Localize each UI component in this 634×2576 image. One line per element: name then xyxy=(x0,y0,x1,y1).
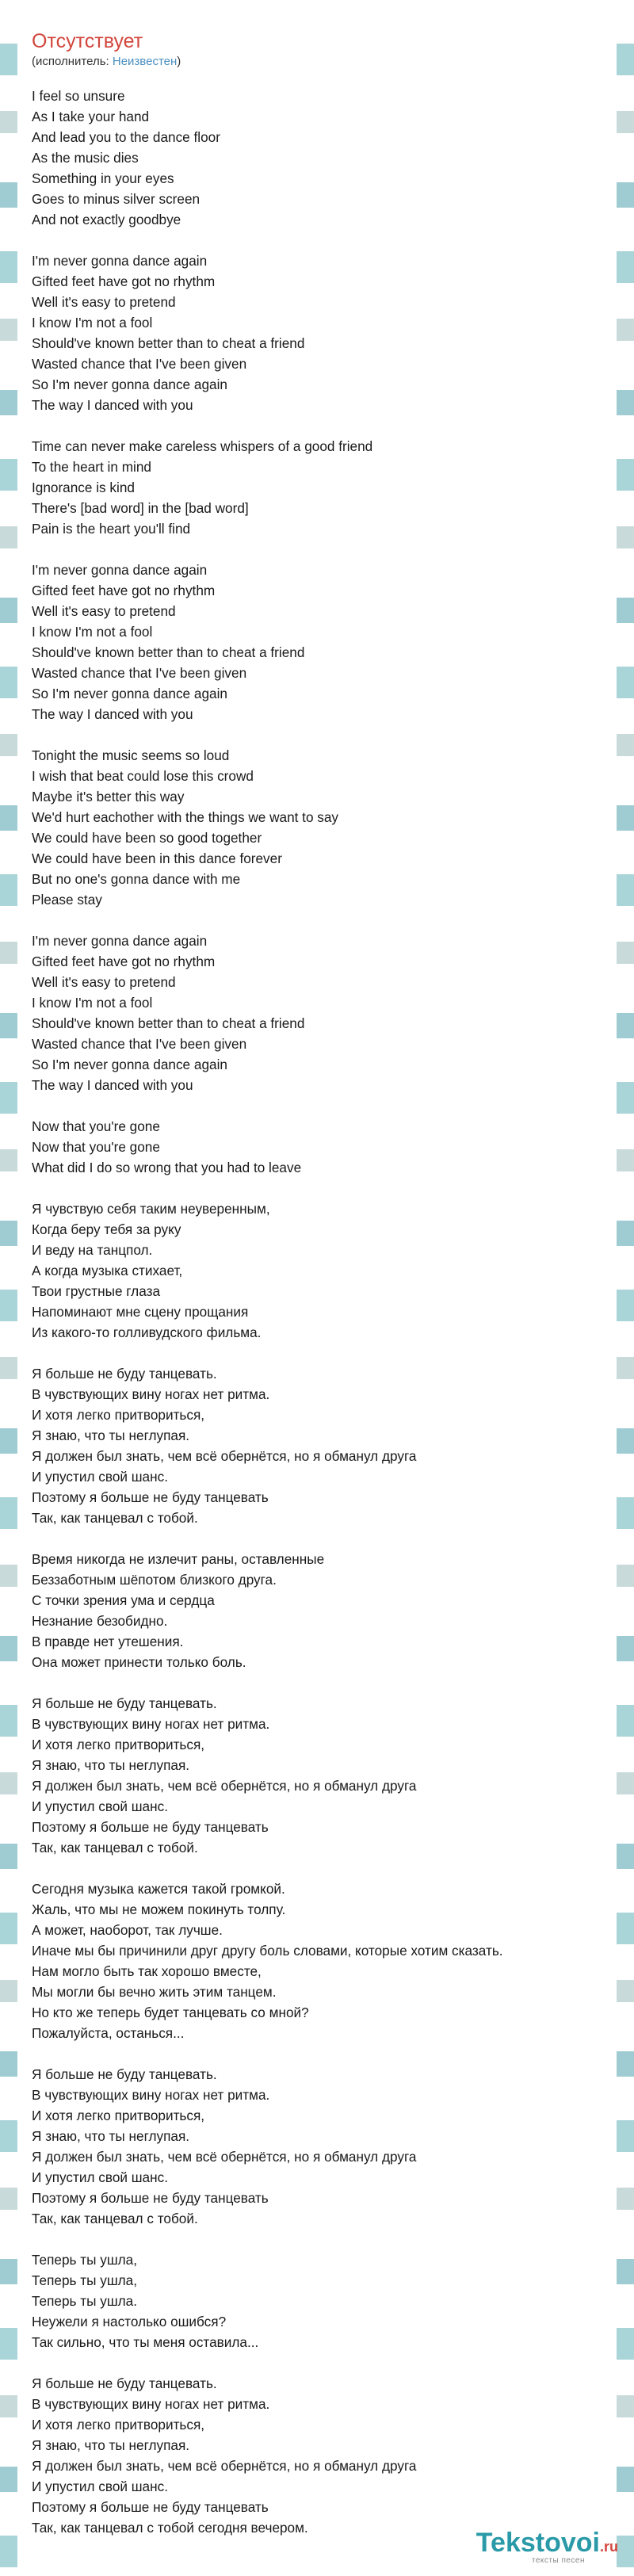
lyric-line: Незнание безобидно. xyxy=(32,1613,168,1629)
lyric-line: Поэтому я больше не буду танцевать xyxy=(32,2190,269,2206)
song-title: Отсутствует xyxy=(32,30,143,52)
lyric-line: Неужели я настолько ошибся? xyxy=(32,2314,227,2329)
lyric-line: Please stay xyxy=(32,892,102,908)
lyric-line: Она может принести только боль. xyxy=(32,1654,246,1670)
lyric-line: Goes to minus silver screen xyxy=(32,191,201,207)
lyric-line: Я больше не буду танцевать. xyxy=(32,1366,217,1382)
lyric-line: Я знаю, что ты неглупая. xyxy=(32,2437,190,2453)
lyrics-stanza xyxy=(32,1693,602,1858)
lyric-line: Поэтому я больше не буду танцевать xyxy=(32,1489,269,1505)
lyric-line: Но кто же теперь будет танцевать со мной? xyxy=(32,2005,309,2020)
left-decorative-stripes xyxy=(0,0,17,2576)
lyric-line: Поэтому я больше не буду танцевать xyxy=(32,1819,269,1835)
lyric-line: And not exactly goodbye xyxy=(32,212,181,227)
lyric-line: Так, как танцевал с тобой. xyxy=(32,1840,198,1856)
lyric-line: Из какого-то голливудского фильма. xyxy=(32,1324,262,1340)
lyric-line: Something in your eyes xyxy=(32,170,174,186)
lyric-line: А может, наоборот, так лучше. xyxy=(32,1922,223,1938)
lyrics-stanza xyxy=(32,2064,602,2229)
lyric-line: Wasted chance that I've been given xyxy=(32,1036,247,1052)
lyric-line: Gifted feet have got no rhythm xyxy=(32,583,216,598)
lyric-line: Now that you're gone xyxy=(32,1139,160,1155)
performer-line xyxy=(32,54,602,70)
lyric-line: Well it's easy to pretend xyxy=(32,974,176,990)
lyrics-stanza xyxy=(32,86,602,230)
lyric-line: The way I danced with you xyxy=(32,706,193,722)
lyric-line: Should've known better than to cheat a friend xyxy=(32,335,305,351)
lyric-line: И упустил свой шанс. xyxy=(32,1798,168,1814)
lyrics-stanza xyxy=(32,2249,602,2352)
lyric-line: Я больше не буду танцевать. xyxy=(32,2375,217,2391)
logo-tagline: тексты песен xyxy=(531,2556,585,2565)
lyric-line: Gifted feet have got no rhythm xyxy=(32,273,216,289)
lyric-line: В чувствующих вину ногах нет ритма. xyxy=(32,1716,270,1732)
lyric-line: И упустил свой шанс. xyxy=(32,2479,168,2494)
lyric-line: Пожалуйста, останься... xyxy=(32,2025,185,2041)
lyric-line: А когда музыка стихает, xyxy=(32,1263,183,1278)
lyric-line: В правде нет утешения. xyxy=(32,1634,184,1649)
lyric-line: Время никогда не излечит раны, оставленные xyxy=(32,1551,325,1567)
lyric-line: Так, как танцевал с тобой сегодня вечером. xyxy=(32,2520,308,2536)
lyric-line: We could have been in this dance forever xyxy=(32,850,282,866)
lyric-line: Сегодня музыка кажется такой громкой. xyxy=(32,1881,285,1897)
lyric-line: Tonight the music seems so loud xyxy=(32,747,230,763)
lyric-line: Когда беру тебя за руку xyxy=(32,1221,181,1237)
lyric-line: I'm never gonna dance again xyxy=(32,933,208,949)
logo-tld: .ru xyxy=(599,2539,618,2555)
lyric-line: The way I danced with you xyxy=(32,1077,193,1093)
lyric-line: Now that you're gone xyxy=(32,1118,160,1134)
lyric-line: Pain is the heart you'll find xyxy=(32,521,191,537)
lyric-line: I know I'm not a fool xyxy=(32,315,153,331)
lyric-line: We could have been so good together xyxy=(32,830,262,846)
lyric-line: Я должен был знать, чем всё обернётся, но я обманул друга xyxy=(32,1448,417,1464)
lyric-line: Иначе мы бы причинили друг другу боль словами, которые хотим сказать. xyxy=(32,1943,503,1959)
lyric-line: С точки зрения ума и сердца xyxy=(32,1592,215,1608)
lyric-line: Так сильно, что ты меня оставила... xyxy=(32,2334,259,2350)
lyric-line: I'm never gonna dance again xyxy=(32,253,208,269)
performer-link[interactable]: Неизвестен xyxy=(112,55,178,68)
lyric-line: So I'm never gonna dance again xyxy=(32,686,227,701)
lyric-line: Беззаботным шёпотом близкого друга. xyxy=(32,1572,277,1588)
lyric-line: We'd hurt eachother with the things we want to say xyxy=(32,809,339,825)
lyrics-stanza xyxy=(32,1116,602,1178)
lyric-line: And lead you to the dance floor xyxy=(32,129,220,145)
lyric-line: Well it's easy to pretend xyxy=(32,603,176,619)
lyric-line: Should've known better than to cheat a friend xyxy=(32,644,305,660)
lyric-line: As the music dies xyxy=(32,150,139,166)
lyric-line: Wasted chance that I've been given xyxy=(32,356,247,372)
lyric-line: Теперь ты ушла, xyxy=(32,2252,137,2268)
lyric-line: There's [bad word] in the [bad word] xyxy=(32,500,249,516)
lyric-line: Time can never make careless whispers of a good friend xyxy=(32,438,373,454)
lyric-line: So I'm never gonna dance again xyxy=(32,376,227,392)
lyric-line: Gifted feet have got no rhythm xyxy=(32,954,216,969)
lyric-line: Я больше не буду танцевать. xyxy=(32,1695,217,1711)
lyric-line: Я должен был знать, чем всё обернётся, но я обманул друга xyxy=(32,1778,417,1794)
lyric-line: I wish that beat could lose this crowd xyxy=(32,768,254,784)
lyric-line: I know I'm not a fool xyxy=(32,624,153,640)
lyric-line: Should've known better than to cheat a friend xyxy=(32,1015,305,1031)
lyric-line: В чувствующих вину ногах нет ритма. xyxy=(32,1386,270,1402)
lyric-line: I'm never gonna dance again xyxy=(32,562,208,578)
lyrics-stanza xyxy=(32,931,602,1095)
lyrics-stanza xyxy=(32,2373,602,2538)
lyrics-stanza xyxy=(32,1549,602,1672)
lyric-line: И упустил свой шанс. xyxy=(32,2169,168,2185)
lyric-line: Напоминают мне сцену прощания xyxy=(32,1304,249,1320)
performer-prefix: (исполнитель: xyxy=(32,55,113,68)
lyric-line: Мы могли бы вечно жить этим танцем. xyxy=(32,1984,277,2000)
lyric-line: Теперь ты ушла, xyxy=(32,2272,137,2288)
lyrics-stanza xyxy=(32,1198,602,1343)
lyric-line: И хотя легко притвориться, xyxy=(32,2108,205,2123)
lyrics-body xyxy=(32,86,602,2538)
lyrics-stanza xyxy=(32,1878,602,2043)
right-decorative-stripes xyxy=(617,0,634,2576)
lyric-line: И веду на танцпол. xyxy=(32,1242,153,1258)
lyric-line: И хотя легко притвориться, xyxy=(32,2417,205,2433)
lyric-line: Ignorance is kind xyxy=(32,480,135,495)
lyric-line: В чувствующих вину ногах нет ритма. xyxy=(32,2087,270,2103)
site-logo[interactable] xyxy=(476,2529,618,2565)
lyric-line: I know I'm not a fool xyxy=(32,995,153,1011)
lyric-line: И хотя легко притвориться, xyxy=(32,1737,205,1752)
performer-suffix: ) xyxy=(177,55,181,68)
lyrics-stanza xyxy=(32,560,602,724)
lyric-line: Жаль, что мы не можем покинуть толпу. xyxy=(32,1901,286,1917)
lyric-line: Wasted chance that I've been given xyxy=(32,665,247,681)
lyric-line: The way I danced with you xyxy=(32,397,193,413)
lyric-line: Я должен был знать, чем всё обернётся, но я обманул друга xyxy=(32,2458,417,2474)
lyric-line: Твои грустные глаза xyxy=(32,1283,161,1299)
lyric-line: И хотя легко притвориться, xyxy=(32,1407,205,1423)
lyric-line: И упустил свой шанс. xyxy=(32,1469,168,1485)
lyric-line: Я должен был знать, чем всё обернётся, но я обманул друга xyxy=(32,2149,417,2165)
lyric-line: Поэтому я больше не буду танцевать xyxy=(32,2499,269,2515)
lyric-line: Well it's easy to pretend xyxy=(32,294,176,310)
lyric-line: So I'm never gonna dance again xyxy=(32,1057,227,1072)
lyric-line: To the heart in mind xyxy=(32,459,151,475)
lyric-line: I feel so unsure xyxy=(32,88,125,104)
lyric-line: What did I do so wrong that you had to leave xyxy=(32,1160,302,1175)
lyric-line: Так, как танцевал с тобой. xyxy=(32,2211,198,2226)
lyric-line: Я знаю, что ты неглупая. xyxy=(32,2128,190,2144)
lyric-line: Я знаю, что ты неглупая. xyxy=(32,1428,190,1443)
logo-brand: Tekstovoi xyxy=(476,2528,600,2558)
lyrics-page-content xyxy=(32,29,602,2559)
lyric-line: Я знаю, что ты неглупая. xyxy=(32,1757,190,1773)
lyrics-stanza xyxy=(32,436,602,539)
lyric-line: Maybe it's better this way xyxy=(32,789,185,805)
lyrics-stanza xyxy=(32,745,602,910)
lyric-line: Так, как танцевал с тобой. xyxy=(32,1510,198,1526)
lyric-line: As I take your hand xyxy=(32,109,150,124)
lyric-line: Теперь ты ушла. xyxy=(32,2293,137,2309)
lyrics-stanza xyxy=(32,1363,602,1528)
lyric-line: Я больше не буду танцевать. xyxy=(32,2066,217,2082)
lyrics-stanza xyxy=(32,250,602,415)
lyric-line: Я чувствую себя таким неуверенным, xyxy=(32,1201,270,1217)
lyric-line: В чувствующих вину ногах нет ритма. xyxy=(32,2396,270,2412)
lyric-line: But no one's gonna dance with me xyxy=(32,871,241,887)
lyric-line: Нам могло быть так хорошо вместе, xyxy=(32,1963,262,1979)
